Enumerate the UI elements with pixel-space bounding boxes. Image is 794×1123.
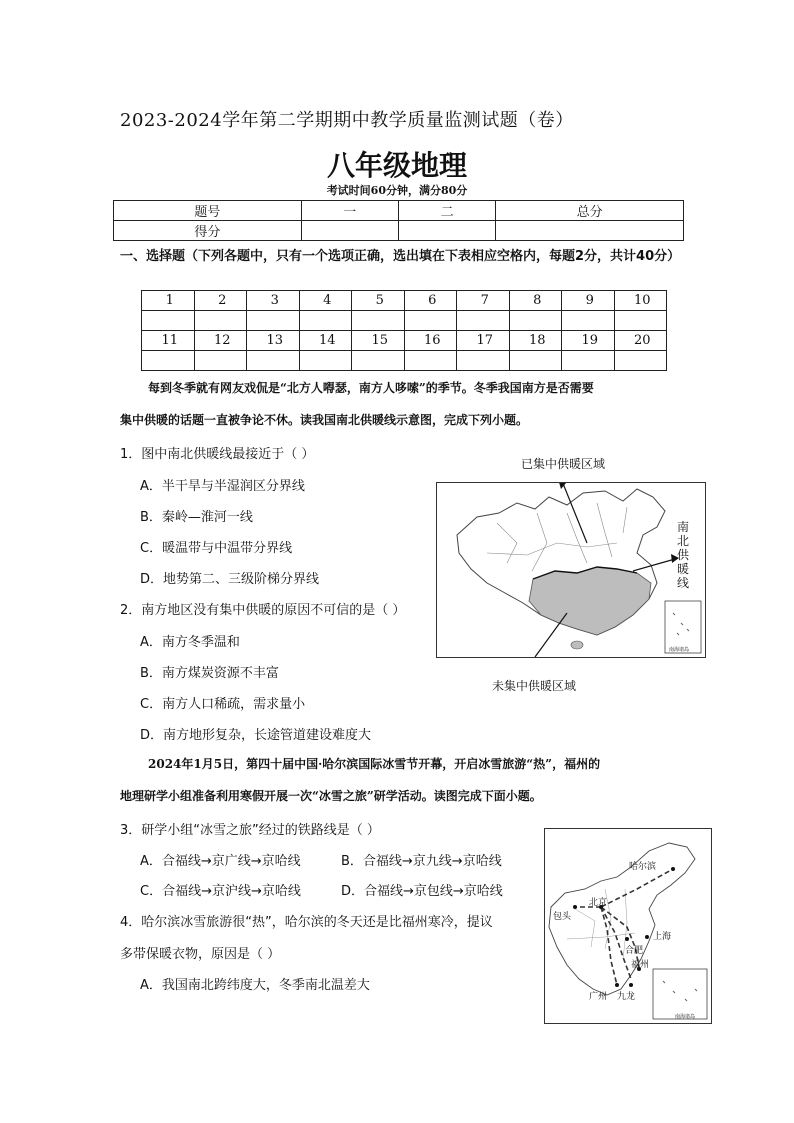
- exam-info: 考试时间60分钟，满分80分: [326, 184, 468, 197]
- answer-number: 9: [562, 291, 615, 311]
- q4-option-a[interactable]: A．我国南北跨纬度大，冬季南北温差大: [140, 978, 370, 993]
- passage1-line1: 每到冬季就有网友戏侃是“北方人嘚瑟，南方人哆嗦”的季节。冬季我国南方是否需要: [148, 381, 594, 395]
- answer-number-row: [142, 291, 667, 311]
- q3-option-c[interactable]: C．合福线→京沪线→京哈线: [140, 884, 301, 899]
- answer-blank[interactable]: [457, 311, 510, 331]
- answer-blank[interactable]: [352, 351, 405, 371]
- city-label: 广州: [589, 992, 608, 1002]
- q1-option-d[interactable]: D．地势第二、三级阶梯分界线: [140, 572, 320, 587]
- score-table: [113, 200, 684, 241]
- city-shanghai-dot: [645, 935, 649, 939]
- score-cell[interactable]: [496, 221, 684, 241]
- answer-blank[interactable]: [247, 311, 300, 331]
- score-cell[interactable]: [398, 221, 495, 241]
- map2-inset-caption: 南海诸岛: [675, 1014, 696, 1020]
- answer-blank[interactable]: [404, 311, 457, 331]
- passage2-line1: 2024年1月5日，第四十届中国·哈尔滨国际冰雪节开幕，开启冰雪旅游“热”，福州的: [148, 757, 601, 771]
- q1-option-b[interactable]: B．秦岭—淮河一线: [140, 510, 253, 525]
- answer-number: 12: [194, 331, 247, 351]
- q3-option-b[interactable]: B．合福线→京九线→京哈线: [341, 854, 502, 869]
- q3-option-a[interactable]: A．合福线→京广线→京哈线: [140, 854, 301, 869]
- city-harbin-dot: [671, 867, 675, 871]
- answer-blank[interactable]: [614, 311, 667, 331]
- answer-number: 8: [509, 291, 562, 311]
- answer-number: 15: [352, 331, 405, 351]
- q1-option-a[interactable]: A．半干旱与半湿润区分界线: [140, 479, 305, 494]
- q4-stem-line1: 4．哈尔滨冰雪旅游很“热”，哈尔滨的冬天还是比福州寒冷，提议: [120, 915, 493, 930]
- city-baotou-dot: [573, 905, 577, 909]
- city-hefei-dot: [625, 937, 629, 941]
- map1-label-heated: 已集中供暖区域: [521, 457, 606, 471]
- q2-option-a[interactable]: A．南方冬季温和: [140, 635, 240, 650]
- heating-line-map: [436, 482, 706, 658]
- answer-number: 2: [194, 291, 247, 311]
- answer-blank[interactable]: [562, 311, 615, 331]
- answer-number: 19: [562, 331, 615, 351]
- answer-blank[interactable]: [247, 351, 300, 371]
- subject-title: 八年级地理: [326, 149, 467, 182]
- answer-blank[interactable]: [299, 351, 352, 371]
- answer-blank[interactable]: [457, 351, 510, 371]
- passage1-line2: 集中供暖的话题一直被争论不休。读我国南北供暖线示意图，完成下列小题。: [120, 413, 529, 427]
- score-header-cell: 二: [398, 201, 495, 221]
- q3-option-d[interactable]: D．合福线→京包线→京哈线: [341, 884, 503, 899]
- passage2-line2: 地理研学小组准备利用寒假开展一次“冰雪之旅”研学活动。读图完成下面小题。: [120, 789, 542, 803]
- answer-blank[interactable]: [194, 311, 247, 331]
- score-row-label: 得分: [114, 221, 302, 241]
- score-cell[interactable]: [301, 221, 398, 241]
- q3-stem: 3．研学小组“冰雪之旅”经过的铁路线是（ ）: [120, 823, 380, 838]
- answer-table: [141, 290, 667, 371]
- city-guangzhou-dot: [615, 983, 619, 987]
- answer-number: 20: [614, 331, 667, 351]
- answer-blank[interactable]: [194, 351, 247, 371]
- china-outline-map: [437, 483, 705, 657]
- answer-number: 3: [247, 291, 300, 311]
- map1-inset-caption: 南海诸岛: [669, 647, 690, 653]
- answer-blank[interactable]: [299, 311, 352, 331]
- answer-number: 11: [142, 331, 195, 351]
- answer-number: 13: [247, 331, 300, 351]
- south-sea-inset: [653, 969, 707, 1019]
- answer-number: 6: [404, 291, 457, 311]
- answer-blank[interactable]: [404, 351, 457, 371]
- answer-blank[interactable]: [142, 311, 195, 331]
- answer-blank-row: [142, 311, 667, 331]
- answer-blank[interactable]: [142, 351, 195, 371]
- answer-number: 18: [509, 331, 562, 351]
- answer-number: 17: [457, 331, 510, 351]
- score-header-cell: 总分: [496, 201, 684, 221]
- city-label: 包头: [553, 912, 572, 922]
- q2-option-c[interactable]: C．南方人口稀疏，需求量小: [140, 697, 306, 712]
- score-header-cell: 题号: [114, 201, 302, 221]
- q4-stem-line2: 多带保暖衣物，原因是（ ）: [120, 947, 281, 962]
- hainan-island: [571, 641, 583, 649]
- q2-stem: 2．南方地区没有集中供暖的原因不可信的是（ ）: [120, 603, 406, 618]
- score-header-cell: 一: [301, 201, 398, 221]
- answer-number: 7: [457, 291, 510, 311]
- answer-blank[interactable]: [562, 351, 615, 371]
- answer-number: 1: [142, 291, 195, 311]
- railway-route-map: [544, 828, 712, 1024]
- section-heading: 一、选择题（下列各题中，只有一个选项正确，选出填在下表相应空格内，每题2分，共计40分）: [120, 249, 681, 264]
- answer-number: 14: [299, 331, 352, 351]
- city-kowloon-dot: [629, 983, 633, 987]
- city-label: 九龙: [617, 992, 636, 1002]
- q1-option-c[interactable]: C．暖温带与中温带分界线: [140, 541, 293, 556]
- city-label: 合肥: [625, 946, 644, 956]
- unheated-region: [529, 567, 651, 635]
- answer-blank[interactable]: [352, 311, 405, 331]
- answer-blank[interactable]: [509, 351, 562, 371]
- map1-label-line: 南北供暖线: [677, 520, 690, 590]
- answer-blank[interactable]: [509, 311, 562, 331]
- answer-number-row: [142, 331, 667, 351]
- exam-title: 2023-2024学年第二学期期中教学质量监测试题（卷）: [120, 110, 574, 131]
- city-label: 福州: [631, 960, 650, 970]
- q2-option-b[interactable]: B．南方煤炭资源不丰富: [140, 666, 279, 681]
- answer-number: 4: [299, 291, 352, 311]
- city-label: 哈尔滨: [629, 862, 657, 872]
- q1-stem: 1．图中南北供暖线最接近于（ ）: [120, 447, 315, 462]
- score-table-score-row: [114, 221, 684, 241]
- q2-option-d[interactable]: D．南方地形复杂，长途管道建设难度大: [140, 728, 372, 743]
- city-label: 北京: [589, 898, 608, 908]
- answer-number: 10: [614, 291, 667, 311]
- map1-label-unheated: 未集中供暖区域: [492, 679, 577, 693]
- score-table-header-row: [114, 201, 684, 221]
- answer-blank-row: [142, 351, 667, 371]
- answer-number: 5: [352, 291, 405, 311]
- answer-number: 16: [404, 331, 457, 351]
- city-label: 上海: [653, 932, 672, 942]
- answer-blank[interactable]: [614, 351, 667, 371]
